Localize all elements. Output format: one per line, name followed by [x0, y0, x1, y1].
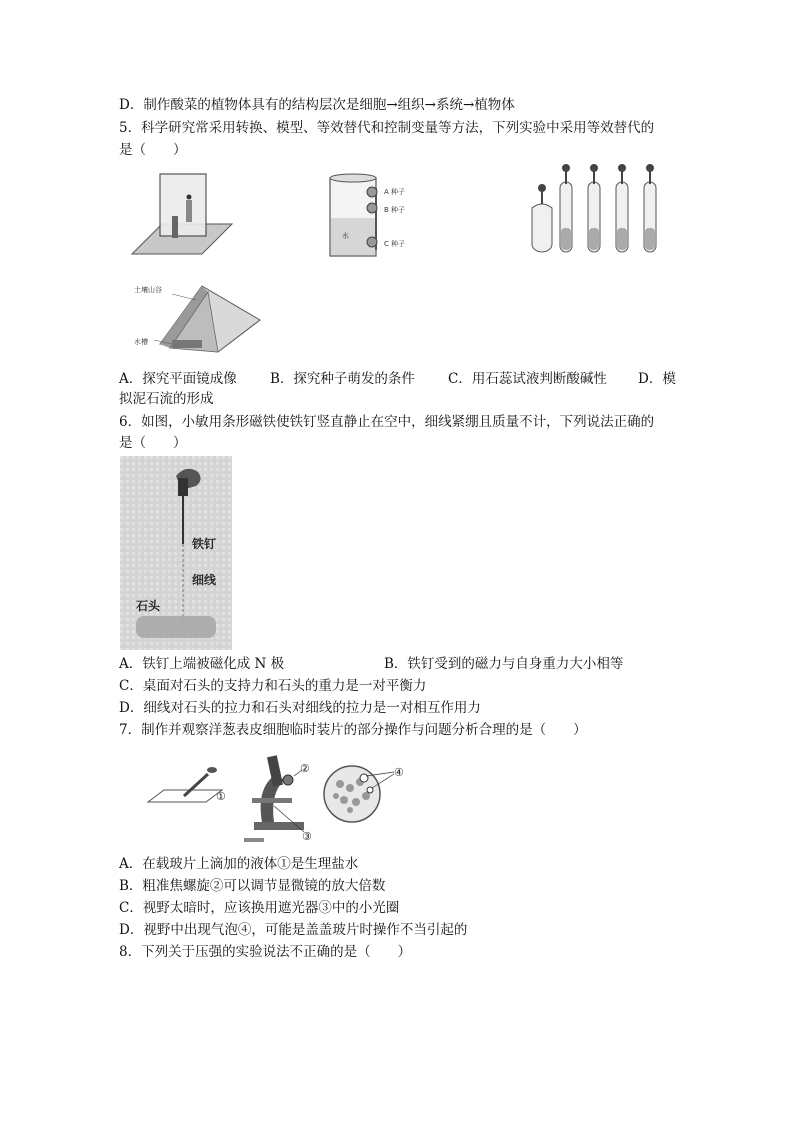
seed-b-label: B 种子 — [384, 206, 406, 214]
thread-label: 细线 — [192, 573, 217, 587]
figure-magnet-nail — [120, 456, 232, 650]
figure-onion-cell-slide — [144, 752, 414, 848]
figure-litmus-tubes — [524, 162, 668, 262]
q6-option-b: B．铁钉受到的磁力与自身重力大小相等 — [384, 656, 624, 672]
q5-option-a: A．探究平面镜成像 — [119, 371, 237, 387]
q5-option-c: C．用石蕊试液判断酸碱性 — [448, 371, 607, 387]
water-label: 水 — [342, 232, 349, 240]
q6-option-c: C．桌面对石头的支持力和石头的重力是一对平衡力 — [119, 678, 427, 694]
water-tank-label: 水槽 — [134, 338, 148, 346]
q7-option-a: A．在载玻片上滴加的液体①是生理盐水 — [119, 856, 359, 872]
q5-option-d-cont: 拟泥石流的形成 — [119, 391, 214, 407]
q7-option-b: B．粗准焦螺旋②可以调节显微镜的放大倍数 — [119, 878, 386, 894]
q7-option-d: D．视野中出现气泡④，可能是盖盖玻片时操作不当引起的 — [119, 922, 468, 938]
q5-option-d: D．模 — [638, 371, 676, 387]
figure-plane-mirror — [128, 170, 236, 260]
seed-a-label: A 种子 — [384, 188, 406, 196]
q6-option-a: A．铁钉上端被磁化成 N 极 — [119, 656, 285, 672]
seed-c-label: C 种子 — [384, 240, 406, 248]
q5-option-b: B．探究种子萌发的条件 — [270, 371, 415, 387]
marker-3: ③ — [302, 830, 312, 843]
q6-stem-line2: 是（ ） — [119, 435, 187, 451]
q7-option-c: C．视野太暗时，应该换用遮光器③中的小光圈 — [119, 900, 400, 916]
marker-4: ④ — [394, 766, 404, 779]
soil-valley-label: 土壤山谷 — [134, 286, 162, 294]
stone-label: 石头 — [136, 599, 161, 613]
q5-stem-line2: 是（ ） — [119, 142, 187, 158]
q8-stem: 8．下列关于压强的实验说法不正确的是（ ） — [119, 944, 412, 960]
marker-2: ② — [300, 762, 310, 775]
q4-option-d: D．制作酸菜的植物体具有的结构层次是细胞→组织→系统→植物体 — [119, 97, 515, 113]
q6-stem-line1: 6．如图，小敏用条形磁铁使铁钉竖直静止在空中，细线紧绷且质量不计，下列说法正确的 — [119, 414, 655, 430]
q7-stem: 7．制作并观察洋葱表皮细胞临时装片的部分操作与问题分析合理的是（ ） — [119, 722, 587, 738]
q5-stem-line1: 5．科学研究常采用转换、模型、等效替代和控制变量等方法，下列实验中采用等效替代的 — [119, 120, 655, 136]
marker-1: ① — [216, 790, 226, 803]
q6-option-d: D．细线对石头的拉力和石头对细线的拉力是一对相互作用力 — [119, 700, 481, 716]
figure-mudslide-model — [132, 282, 266, 354]
nail-label: 铁钉 — [192, 537, 217, 551]
figure-seed-germination — [320, 170, 412, 262]
